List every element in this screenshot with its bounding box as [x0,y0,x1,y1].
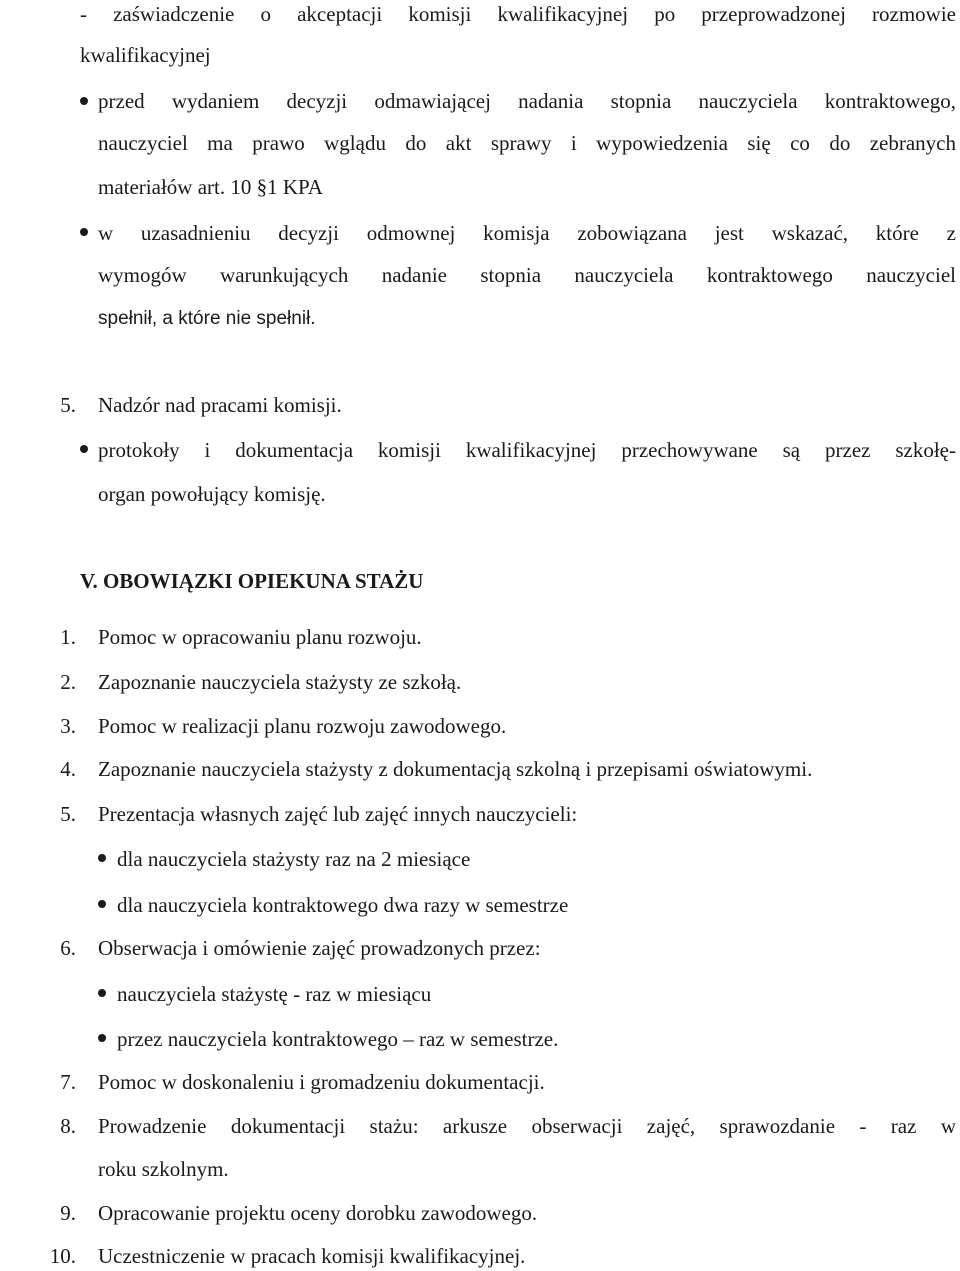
duty-text: Opracowanie projektu oceny dorobku zawodowego. [98,1201,538,1225]
bullet-dot [80,228,88,236]
duty-number: 9. [60,1201,76,1225]
duty-sub-item: nauczyciela stażystę - raz w miesiącu [117,982,432,1006]
bullet-a2-line-2: wymogów warunkujących nadanie stopnia nauczyciela kontraktowego nauczyciel [98,263,956,287]
duty-number: 5. [60,802,76,826]
section-5-number: 5. [60,393,76,417]
duty-number: 10. [49,1244,76,1268]
duty-number: 2. [60,670,76,694]
duty-text: Uczestniczenie w pracach komisji kwalifikacyjnej. [98,1244,526,1268]
duty-sub-item: dla nauczyciela stażysty raz na 2 miesiące [117,847,471,871]
bullet-dot [80,97,88,105]
duty-text-continuation: roku szkolnym. [98,1157,229,1181]
duty-number: 1. [60,625,76,649]
intro-line-1: - zaświadczenie o akceptacji komisji kwalifikacyjnej po przeprowadzonej rozmowie [80,2,956,26]
duty-sub-item: przez nauczyciela kontraktowego – raz w semestrze. [117,1027,559,1051]
section-5-title: Nadzór nad pracami komisji. [98,393,342,417]
bullet-a1-line-3: materiałów art. 10 §1 KPA [98,175,323,199]
duty-number: 3. [60,714,76,738]
bullet-a1-line-1: przed wydaniem decyzji odmawiającej nadania stopnia nauczyciela kontraktowego, [98,89,956,113]
duty-text: Zapoznanie nauczyciela stażysty ze szkołą. [98,670,462,694]
section-heading: V. OBOWIĄZKI OPIEKUNA STAŻU [80,569,424,593]
duty-text: Obserwacja i omówienie zajęć prowadzonych przez: [98,936,541,960]
duty-text: Zapoznanie nauczyciela stażysty z dokumentacją szkolną i przepisami oświatowymi. [98,757,813,781]
bullet-a2-line-1: w uzasadnieniu decyzji odmownej komisja zobowiązana jest wskazać, które z [98,221,956,245]
intro-line-2: kwalifikacyjnej [80,43,211,67]
bullet-dot [98,1034,106,1042]
duty-text: Prezentacja własnych zajęć lub zajęć innych nauczycieli: [98,802,578,826]
duty-sub-item: dla nauczyciela kontraktowego dwa razy w semestrze [117,893,569,917]
duty-number: 7. [60,1070,76,1094]
bullet-a2-line-3: spełnił, a które nie spełnił. [98,308,316,329]
duty-number: 4. [60,757,76,781]
bullet-dot [98,989,106,997]
duty-number: 8. [60,1114,76,1138]
bullet-a1-line-2: nauczyciel ma prawo wglądu do akt sprawy i wypowiedzenia się co do zebranych [98,131,956,155]
section-5-bullet-line-2: organ powołujący komisję. [98,482,326,506]
duty-number: 6. [60,936,76,960]
duty-text: Pomoc w opracowaniu planu rozwoju. [98,625,422,649]
bullet-dot [98,900,106,908]
bullet-dot [80,445,88,453]
bullet-dot [98,854,106,862]
duty-text: Prowadzenie dokumentacji stażu: arkusze obserwacji zajęć, sprawozdanie - raz w [98,1114,956,1138]
duty-text: Pomoc w realizacji planu rozwoju zawodowego. [98,714,507,738]
duty-text: Pomoc w doskonaleniu i gromadzeniu dokumentacji. [98,1070,545,1094]
section-5-bullet-line-1: protokoły i dokumentacja komisji kwalifikacyjnej przechowywane są przez szkołę- [98,438,956,462]
